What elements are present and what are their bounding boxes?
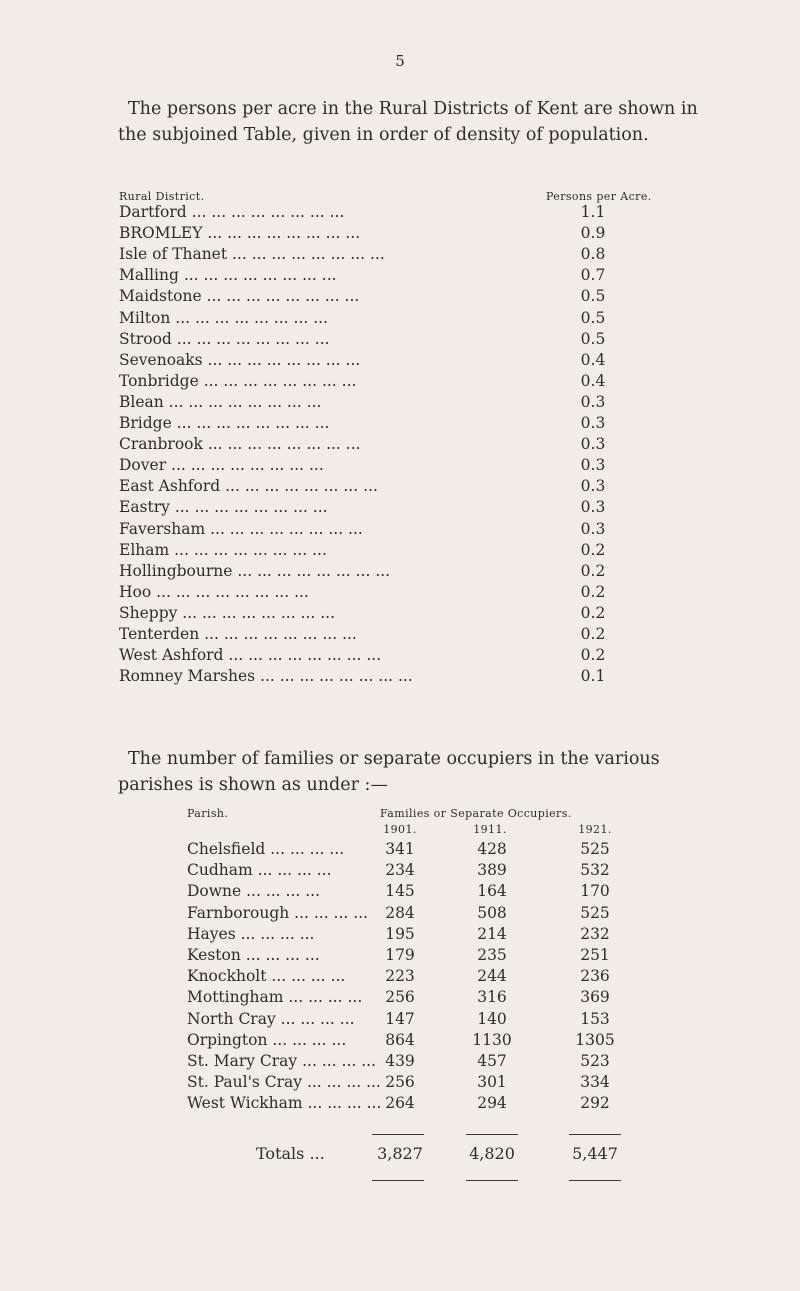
density-value: 0.8 [580,245,606,264]
density-value: 0.2 [580,582,606,601]
families-header-parish: Parish. [187,807,229,820]
families-value-1901: 256 [385,1073,415,1092]
families-value-1921: 334 [580,1073,610,1092]
density-district-name: BROMLEY [119,224,203,243]
density-header-district: Rural District. [119,190,205,203]
families-value-1911: 1130 [472,1030,512,1049]
density-district-name: Cranbrook [119,435,203,454]
families-parish-name: Orpington [187,1030,268,1049]
density-district-name: Sheppy [119,603,178,622]
density-district-name: Maidstone [119,287,202,306]
families-value-1901: 145 [385,882,415,901]
density-value: 0.9 [580,224,606,243]
families-row [0,861,800,883]
density-district-name: Strood [119,329,172,348]
density-row [0,393,800,415]
families-parish: Cudham ... ... ... ... [187,861,332,880]
families-value-1911: 389 [477,861,507,880]
density-value: 0.5 [580,287,606,306]
density-row [0,287,800,309]
density-district: West Ashford ... ... ... ... ... ... ... ... [119,646,382,665]
families-value-1911: 301 [477,1073,507,1092]
density-row [0,477,800,499]
density-district-name: Hoo [119,582,152,601]
families-value-1901: 264 [385,1094,415,1113]
density-district: Tenterden ... ... ... ... ... ... ... ... [119,625,357,643]
families-value-1921: 525 [580,903,610,922]
density-district-name: Tonbridge [119,371,199,390]
families-value-1901: 234 [385,861,415,880]
families-row [0,1094,800,1116]
density-row [0,667,800,689]
density-header-persons: Persons per Acre. [546,190,652,203]
density-row [0,330,800,352]
density-row [0,541,800,563]
families-value-1901: 147 [385,1009,415,1028]
families-header-year-1921: 1921. [578,823,612,836]
families-value-1911: 244 [477,967,507,986]
density-value: 0.2 [580,561,606,580]
density-value: 0.2 [580,646,606,665]
density-row [0,520,800,542]
density-value: 0.2 [580,540,606,559]
families-value-1901: 223 [385,967,415,986]
density-district: Cranbrook ... ... ... ... ... ... ... ... [119,435,361,454]
density-row [0,203,800,225]
totals-label: Totals ... [256,1144,325,1163]
families-value-1921: 525 [580,840,610,858]
families-value-1921: 236 [580,967,610,986]
density-district: East Ashford ... ... ... ... ... ... ... ... [119,477,378,496]
families-parish-name: Cudham [187,861,253,880]
density-district: Eastry ... ... ... ... ... ... ... ... [119,498,328,517]
density-value: 1.1 [580,203,606,221]
totals-rule-bottom-1921 [569,1180,621,1181]
density-district: Hollingbourne ... ... ... ... ... ... ... ... [119,561,391,580]
density-value: 0.2 [580,603,606,622]
families-parish: West Wickham ... ... ... ... [187,1094,382,1113]
families-value-1911: 235 [477,946,507,964]
density-district-name: Romney Marshes [119,667,256,686]
density-value: 0.3 [580,456,606,475]
totals-rule-bottom-1901 [372,1180,424,1181]
families-value-1911: 140 [477,1009,507,1028]
families-value-1911: 316 [477,988,507,1007]
families-parish-name: Mottingham [187,988,284,1007]
density-district: Malling ... ... ... ... ... ... ... ... [119,266,337,285]
density-district: Strood ... ... ... ... ... ... ... ... [119,329,330,348]
families-parish-name: St. Mary Cray [187,1052,298,1070]
density-value: 0.4 [580,350,606,369]
density-district-name: Bridge [119,414,172,432]
density-value: 0.7 [580,266,606,285]
families-header-year-1901: 1901. [383,823,417,836]
families-value-1911: 164 [477,882,507,901]
density-row [0,224,800,246]
families-value-1911: 508 [477,903,507,922]
density-row [0,266,800,288]
families-value-1911: 294 [477,1094,507,1113]
families-parish-name: St. Paul's Cray [187,1073,303,1092]
families-row [0,925,800,947]
density-district-name: Eastry [119,498,170,517]
density-district-name: East Ashford [119,477,221,496]
families-parish: North Cray ... ... ... ... [187,1009,355,1028]
families-value-1921: 292 [580,1094,610,1113]
families-row [0,1031,800,1053]
density-district: Faversham ... ... ... ... ... ... ... ... [119,519,363,538]
density-district: Dover ... ... ... ... ... ... ... ... [119,456,324,475]
totals-rule-top-1911 [466,1134,518,1135]
totals-rule-bottom-1911 [466,1180,518,1181]
totals-rule-top-1901 [372,1134,424,1135]
density-row [0,372,800,394]
families-parish: Orpington ... ... ... ... [187,1030,347,1049]
density-value: 0.3 [580,435,606,454]
density-row [0,351,800,373]
density-district: Sheppy ... ... ... ... ... ... ... ... [119,603,336,622]
density-district-name: Dartford [119,203,187,221]
families-parish-name: Hayes [187,924,236,943]
totals-1921: 5,447 [572,1144,618,1163]
families-value-1921: 170 [580,882,610,901]
density-district: Romney Marshes ... ... ... ... ... ... ... ... [119,667,413,686]
density-district: Milton ... ... ... ... ... ... ... ... [119,308,329,327]
families-row [0,967,800,989]
density-district: Maidstone ... ... ... ... ... ... ... ... [119,287,360,306]
density-value: 0.5 [580,308,606,327]
families-parish-name: Farnborough [187,903,290,922]
density-district: Dartford ... ... ... ... ... ... ... ... [119,203,345,221]
density-value: 0.3 [580,519,606,538]
density-district: Isle of Thanet ... ... ... ... ... ... ... ... [119,245,385,264]
density-district: BROMLEY ... ... ... ... ... ... ... ... [119,224,361,243]
density-value: 0.3 [580,414,606,432]
families-parish: St. Paul's Cray ... ... ... ... [187,1073,381,1092]
families-value-1911: 214 [477,924,507,943]
families-value-1921: 369 [580,988,610,1007]
density-district-name: Tenterden [119,625,200,643]
density-row [0,646,800,668]
families-parish: Keston ... ... ... ... [187,946,320,964]
density-district-name: Hollingbourne [119,561,233,580]
totals-row [0,1144,800,1166]
families-row [0,840,800,862]
families-row [0,1052,800,1074]
families-value-1901: 864 [385,1030,415,1049]
families-value-1901: 256 [385,988,415,1007]
families-value-1901: 179 [385,946,415,964]
families-row [0,882,800,904]
families-parish-name: Chelsfield [187,840,266,858]
density-district: Bridge ... ... ... ... ... ... ... ... [119,414,330,432]
families-value-1901: 195 [385,924,415,943]
density-row [0,309,800,331]
density-row [0,562,800,584]
families-parish: Chelsfield ... ... ... ... [187,840,345,858]
density-row [0,625,800,647]
density-row [0,583,800,605]
families-header-group: Families or Separate Occupiers. [380,807,572,820]
density-district: Sevenoaks ... ... ... ... ... ... ... ... [119,350,361,369]
density-district-name: Faversham [119,519,206,538]
families-parish: Downe ... ... ... ... [187,882,321,901]
families-row [0,1073,800,1095]
families-value-1921: 532 [580,861,610,880]
families-value-1901: 284 [385,903,415,922]
families-value-1911: 428 [477,840,507,858]
families-row [0,988,800,1010]
families-parish-name: West Wickham [187,1094,303,1113]
totals-1911: 4,820 [469,1144,515,1163]
families-value-1921: 153 [580,1009,610,1028]
families-value-1911: 457 [477,1052,507,1070]
density-value: 0.2 [580,625,606,643]
density-district: Tonbridge ... ... ... ... ... ... ... ... [119,371,357,390]
families-parish-name: North Cray [187,1009,276,1028]
families-parish-name: Knockholt [187,967,267,986]
families-parish-name: Keston [187,946,241,964]
totals-1901: 3,827 [377,1144,423,1163]
families-value-1921: 1305 [575,1030,615,1049]
density-district-name: Milton [119,308,171,327]
families-parish: Farnborough ... ... ... ... [187,903,369,922]
totals-rule-top-1921 [569,1134,621,1135]
families-parish: St. Mary Cray ... ... ... ... [187,1052,377,1070]
density-value: 0.3 [580,392,606,411]
density-district-name: Elham [119,540,170,559]
density-row [0,498,800,520]
density-value: 0.5 [580,329,606,348]
density-district-name: Sevenoaks [119,350,203,369]
families-parish: Hayes ... ... ... ... [187,924,315,943]
families-header-year-1911: 1911. [473,823,507,836]
families-value-1921: 232 [580,924,610,943]
families-value-1921: 251 [580,946,610,964]
families-row [0,1010,800,1032]
families-value-1901: 439 [385,1052,415,1070]
families-row [0,904,800,926]
density-district: Blean ... ... ... ... ... ... ... ... [119,392,322,411]
density-value: 0.1 [580,667,606,686]
density-district-name: Blean [119,392,164,411]
density-row [0,414,800,436]
density-district-name: Malling [119,266,179,285]
density-value: 0.3 [580,498,606,517]
density-district-name: Dover [119,456,167,475]
density-district-name: West Ashford [119,646,224,665]
density-district: Elham ... ... ... ... ... ... ... ... [119,540,327,559]
families-parish-name: Downe [187,882,242,901]
families-intro-paragraph: The number of families or separate occupiers in the various parishes is shown as under :— [118,749,660,795]
density-value: 0.3 [580,477,606,496]
families-value-1921: 523 [580,1052,610,1070]
density-value: 0.4 [580,371,606,390]
families-value-1901: 341 [385,840,415,858]
density-district: Hoo ... ... ... ... ... ... ... ... [119,582,309,601]
density-row [0,604,800,626]
families-parish: Mottingham ... ... ... ... [187,988,363,1007]
families-parish: Knockholt ... ... ... ... [187,967,346,986]
page-number: 5 [395,52,405,70]
density-district-name: Isle of Thanet [119,245,228,264]
density-row [0,456,800,478]
density-row [0,435,800,457]
density-row [0,245,800,267]
density-intro-paragraph: The persons per acre in the Rural Districts of Kent are shown in the subjoined Table, given in order of density of population. [118,99,698,145]
families-row [0,946,800,968]
